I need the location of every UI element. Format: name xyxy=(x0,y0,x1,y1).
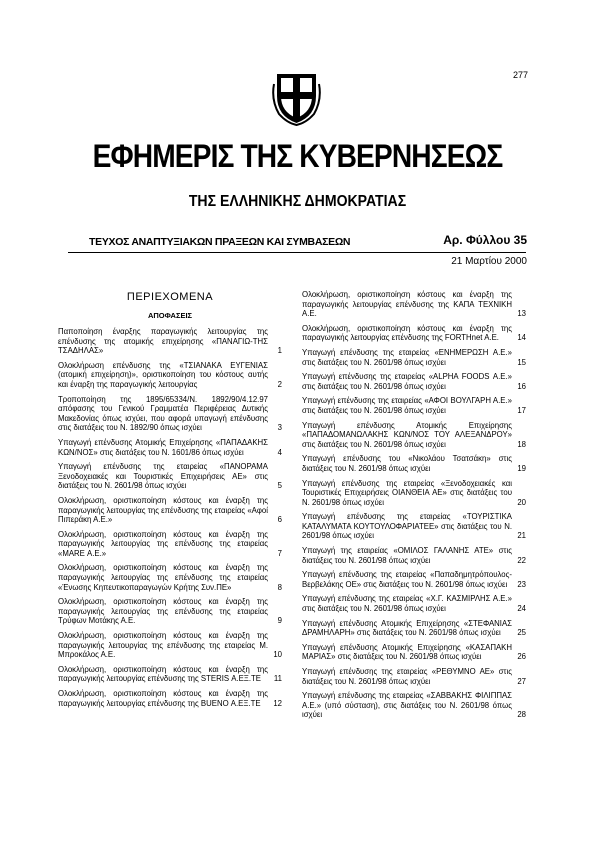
toc-entry-text: Υπαγωγή επένδυσης της εταιρείας «Ξενοδοχειακές και Τουριστικές Επιχειρήσεις ΟΙΑΝΘΕΙΑ ΑΕ» στις διατάξεις του Ν. 2601/98 όπως ισχύει xyxy=(302,478,512,507)
toc-entry[interactable] xyxy=(302,619,526,638)
toc-entry[interactable] xyxy=(58,530,282,559)
toc-entry[interactable] xyxy=(58,395,282,433)
toc-entry-page: 6 xyxy=(277,515,282,525)
toc-entry-page: 18 xyxy=(517,439,526,449)
toc-entry-text: Υπαγωγή επένδυσης της εταιρείας «ΠΑΝΟΡΑΜΑ Ξενοδοχειακές και Τουριστικές Επιχειρήσεις ΑΕ» στις διατάξεις του Ν. 2601/98 όπως ισχύει xyxy=(58,462,268,491)
toc-entry-text: Υπαγωγή της εταιρείας «ΟΜΙΛΟΣ ΓΑΛΑΝΗΣ ΑΤΕ» στις διατάξεις του Ν. 2601/98 όπως ισχύει xyxy=(302,546,512,565)
toc-entry[interactable] xyxy=(302,479,526,508)
page-number: 277 xyxy=(512,70,528,80)
toc-entry-text: Ολοκλήρωση, οριστικοποίηση κόστους και έναρξη της παραγωγικής λειτουργίας της επένδυσης της εταιρείας Τρύφων Μοτάκης Α.Ε. xyxy=(58,597,268,626)
toc-entry-text: Ολοκλήρωση, οριστικοποίηση κόστους και έναρξη της παραγωγικής λειτουργίας επένδυσης της FORTHnet A.E. xyxy=(302,323,512,343)
toc-entry[interactable] xyxy=(302,290,526,319)
toc-entry-page: 23 xyxy=(517,579,526,589)
toc-entry[interactable] xyxy=(302,691,526,720)
section-title: ΑΠΟΦΑΣΕΙΣ xyxy=(147,311,193,320)
toc-entry-text: Υπαγωγή επένδυσης της εταιρείας «ΕΝΗΜΕΡΩΣΗ Α.Ε.» στις διατάξεις του Ν. 2601/98 όπως ισχύει xyxy=(302,347,512,367)
toc-entry[interactable] xyxy=(302,667,526,686)
toc-entry-page: 25 xyxy=(517,628,526,638)
toc-entry[interactable] xyxy=(302,396,526,415)
toc-entry[interactable] xyxy=(58,462,282,491)
issue-date: 21 Μαρτίου 2000 xyxy=(451,256,527,267)
toc-list-right xyxy=(302,290,526,720)
toc-entry[interactable] xyxy=(58,689,282,708)
toc-entry-page: 19 xyxy=(517,463,526,473)
toc-entry[interactable] xyxy=(302,324,526,343)
toc-left-column xyxy=(58,291,282,713)
toc-entry-text: Υπαγωγή επένδυσης της εταιρείας «ΡΕΘΥΜΝΟ ΑΕ» στις διατάξεις του Ν. 2601/98 όπως ισχύει xyxy=(302,667,512,686)
toc-entry[interactable] xyxy=(58,597,282,626)
toc-entry-text: Υπαγωγή επένδυσης της εταιρείας «ΑΦΟΙ ΒΟΥΛΓΑΡΗ Α.Ε.» στις διατάξεις του Ν. 2601/98 όπως ισχύει xyxy=(302,396,512,415)
toc-entry-text: Υπαγωγή επένδυσης της εταιρείας «ALPHA FOODS Α.Ε.» στις διατάξεις του Ν. 2601/98 όπως ισχύει xyxy=(302,372,512,391)
toc-list-left xyxy=(58,327,282,708)
toc-entry-page: 9 xyxy=(277,616,282,626)
greek-coat-of-arms-icon xyxy=(271,70,322,126)
toc-entry-text: Υπαγωγή επένδυσης Ατομικής Επιχείρησης «ΣΤΕΦΑΝΙΑΣ ΔΡΑΜΗΛΑΡΗ» στις διατάξεις του Ν. 2601/98 όπως ισχύει xyxy=(302,618,512,638)
toc-entry-text: Υπαγωγή επένδυσης του «Νικολάου Τσατσάκη» στις διατάξεις του Ν. 2601/98 όπως ισχύει xyxy=(302,454,512,473)
toc-entry[interactable] xyxy=(58,327,282,356)
toc-entry-text: Τροποποίηση της 1895/65334/Ν. 1892/90/4.12.97 απόφασης του Γενικού Γραμματέα Περιφέρειας Δυτικής Μακεδονίας όπως ισχύει, που αφορά υπαγωγή επένδυσης στις διατάξεις του Ν. 1892/90 όπως ισχύει xyxy=(58,394,268,433)
toc-entry-page: 17 xyxy=(517,405,526,415)
toc-entry[interactable] xyxy=(58,631,282,660)
sheet-number: Αρ. Φύλλου 35 xyxy=(443,233,527,247)
toc-title: ΠΕΡΙΕΧΟΜΕΝΑ xyxy=(126,291,214,303)
toc-entry-text: Ολοκλήρωση, οριστικοποίηση κόστους και έναρξη της παραγωγικής λειτουργίας επένδυσης της STERIS Α.ΕΞ.ΤΕ xyxy=(58,664,268,684)
toc-entry-text: Ολοκλήρωση, οριστικοποίηση κόστους και έναρξη της παραγωγικής λειτουργίας της επένδυσης της εταιρείας «MARE Α.Ε.» xyxy=(58,529,268,558)
toc-entry-page: 2 xyxy=(277,379,282,389)
toc-entry[interactable] xyxy=(58,361,282,390)
toc-entry-text: Ολοκλήρωση επένδυσης της «ΤΣΙΑΝΑΚΑ ΕΥΓΕΝΙΑΣ (ατομική επιχείρηση)», οριστικοποίηση του κόστους αυτής και έναρξη της παραγωγικής λειτουργίας xyxy=(58,360,268,389)
toc-entry-text: Υπαγωγή επένδυσης της εταιρείας «Χ.Γ. ΚΑΣΜΙΡΛΗΣ Α.Ε.» στις διατάξεις του Ν. 2601/98 όπως ισχύει xyxy=(302,594,512,614)
toc-entry[interactable] xyxy=(302,348,526,367)
toc-entry-page: 26 xyxy=(517,652,526,662)
toc-entry[interactable] xyxy=(302,372,526,391)
toc-entry[interactable] xyxy=(302,594,526,613)
toc-entry-page: 14 xyxy=(517,333,526,343)
toc-entry-page: 27 xyxy=(517,676,526,686)
toc-entry-text: Ολοκλήρωση, οριστικοποίηση κόστους και έναρξη της παραγωγικής λειτουργίας της επένδυσης της εταιρείας Μ. Μπροκάλος Α.Ε. xyxy=(58,631,268,660)
toc-entry-page: 4 xyxy=(277,447,282,457)
toc-entry-text: Ολοκλήρωση, οριστικοποίηση κόστους και έναρξη της παραγωγικής λειτουργίας επένδυσης της ΚΑΠΑ ΤΕΧΝΙΚΗ Α.Ε. xyxy=(302,290,512,319)
toc-entry-page: 28 xyxy=(517,710,526,720)
toc-entry[interactable] xyxy=(302,421,526,450)
toc-entry[interactable] xyxy=(302,512,526,541)
toc-entry[interactable] xyxy=(302,454,526,473)
masthead-title: ΕΦΗΜΕΡΙΣ ΤΗΣ ΚΥΒΕΡΝΗΣΕΩΣ xyxy=(92,138,503,174)
toc-entry-page: 11 xyxy=(273,674,282,684)
toc-entry-text: Υπαγωγή επένδυσης Ατομικής Επιχείρησης «ΠΑΠΑΔΑΚΗΣ ΚΩΝ/ΝΟΣ» στις διατάξεις του Ν. 1601/86 όπως ισχύει xyxy=(58,437,268,457)
header-rule xyxy=(68,252,526,253)
toc-right-column xyxy=(302,290,526,725)
toc-entry-page: 8 xyxy=(277,582,282,592)
toc-entry-page: 10 xyxy=(273,650,282,660)
toc-entry-page: 12 xyxy=(273,698,282,708)
toc-entry[interactable] xyxy=(302,570,526,589)
issue-label: ΤΕΥΧΟΣ ΑΝΑΠΤΥΞΙΑΚΩΝ ΠΡΑΞΕΩΝ ΚΑΙ ΣΥΜΒΑΣΕΩΝ xyxy=(89,236,351,248)
toc-entry-page: 15 xyxy=(517,357,526,367)
toc-entry-text: Ολοκλήρωση, οριστικοποίηση κόστους και έναρξη της παραγωγικής λειτουργίας της επένδυσης της εταιρείας «Ένωσης Κηπευτικοπαραγωγών Κρήτης Συν.ΠΕ» xyxy=(58,563,268,592)
toc-entry-text: Υπαγωγή επένδυσης της εταιρείας «ΤΟΥΡΙΣΤΙΚΑ ΚΑΤΑΛΥΜΑΤΑ ΚΟΥΤΟΥΛΟΦΑΡΙΑΤΕΕ» στις διατάξεις του Ν. 2601/98 όπως ισχύει xyxy=(302,512,512,541)
toc-entry-page: 16 xyxy=(517,381,526,391)
toc-entry-text: Ολοκλήρωση, οριστικοποίηση κόστους και έναρξη της παραγωγικής λειτουργίας της επένδυσης της εταιρείας «Αφοί Πιπεράκη Α.Ε.» xyxy=(58,495,268,525)
toc-entry-page: 3 xyxy=(277,423,282,433)
toc-entry-page: 21 xyxy=(517,531,526,541)
toc-entry-text: Υπαγωγή επένδυσης της εταιρείας «ΣΑΒΒΑΚΗΣ ΦΙΛΙΠΠΑΣ Α.Ε.» (υπό σύσταση), στις διατάξεις του Ν. 2601/98 όπως ισχύει xyxy=(302,691,512,720)
toc-entry-text: Ολοκλήρωση, οριστικοποίηση κόστους και έναρξη της παραγωγικής λειτουργίας επένδυσης της BUENO Α.ΕΞ.ΤΕ xyxy=(58,689,268,708)
toc-entry-page: 7 xyxy=(277,548,282,558)
toc-entry-page: 22 xyxy=(517,555,526,565)
toc-entry[interactable] xyxy=(302,546,526,565)
toc-entry[interactable] xyxy=(302,643,526,662)
masthead-subtitle: ΤΗΣ ΕΛΛΗΝΙΚΗΣ ΔΗΜΟΚΡΑΤΙΑΣ xyxy=(188,193,407,210)
toc-entry-page: 20 xyxy=(517,497,526,507)
toc-entry-text: Υπαγωγή επένδυσης της εταιρείας «Παπαδημητρόπουλος-Βερβελάκης ΟΕ» στις διατάξεις του Ν. 2601/98 όπως ισχύει xyxy=(302,570,512,589)
toc-entry[interactable] xyxy=(58,496,282,525)
toc-entry[interactable] xyxy=(58,563,282,592)
toc-entry[interactable] xyxy=(58,665,282,684)
toc-entry-text: Παποποίηση έναρξης παραγωγικής λειτουργίας της επένδυσης της ατομικής επιχείρησης «ΠΑΝΑΓΙΩ-ΤΗΣ ΤΣΑΔΗΛΑΣ» xyxy=(58,327,268,356)
toc-entry-text: Υπαγωγή επένδυσης Ατομικής Επιχείρησης «ΠΑΠΑΔΟΜΑΝΩΛΑΚΗΣ ΚΩΝ/ΝΟΣ ΤΟΥ ΑΛΕΞΑΝΔΡΟΥ» στις διατάξεις του Ν. 2601/98 όπως ισχύει xyxy=(302,420,512,449)
toc-entry-page: 13 xyxy=(517,309,526,319)
toc-entry-page: 5 xyxy=(277,481,282,491)
toc-entry-text: Υπαγωγή επένδυσης Ατομικής Επιχείρησης «ΚΑΣΑΠΑΚΗ ΜΑΡΙΑΣ» στις διατάξεις του Ν. 2601/98 όπως ισχύει xyxy=(302,642,512,662)
toc-entry-page: 1 xyxy=(277,346,282,356)
toc-entry-page: 24 xyxy=(517,604,526,614)
toc-entry[interactable] xyxy=(58,438,282,457)
